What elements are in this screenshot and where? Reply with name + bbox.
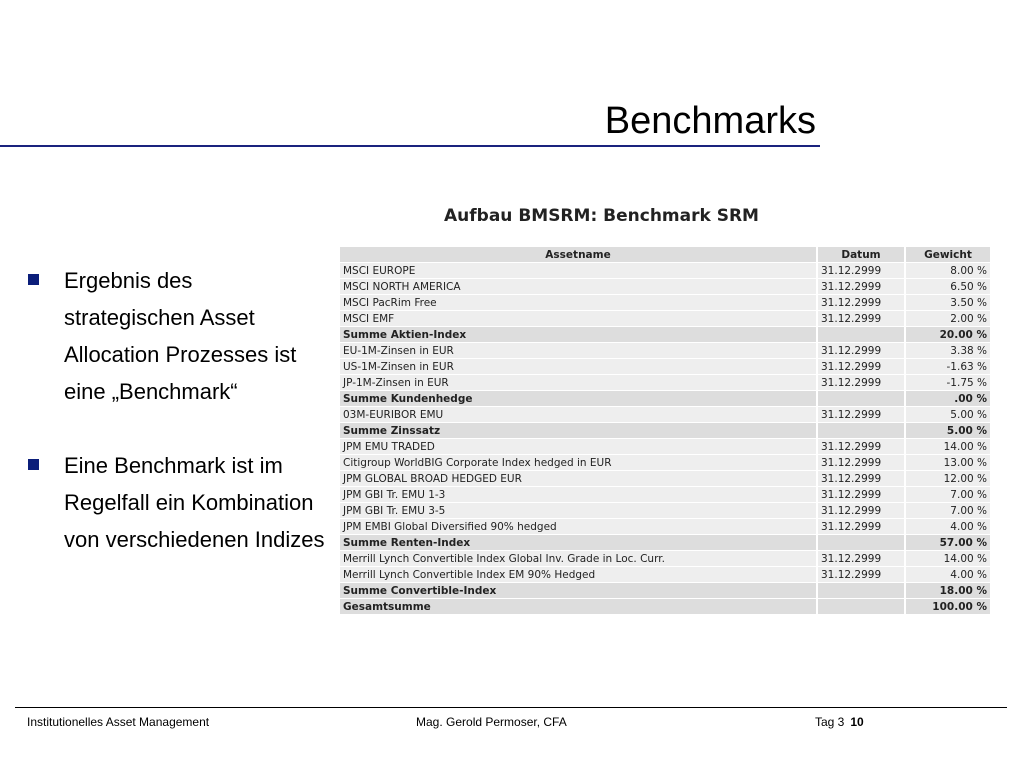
footer-divider [15, 707, 1007, 708]
square-bullet-icon [28, 274, 39, 285]
footer-author: Mag. Gerold Permoser, CFA [416, 715, 567, 729]
table-title: Aufbau BMSRM: Benchmark SRM [444, 206, 759, 226]
table-row [340, 567, 990, 582]
cell-datum: 31.12.2999 [818, 375, 904, 390]
cell-assetname: Summe Kundenhedge [340, 391, 816, 406]
cell-gewicht: .00 % [906, 391, 990, 406]
header-gewicht: Gewicht [906, 247, 990, 262]
table-row [340, 503, 990, 518]
table-row [340, 439, 990, 454]
cell-assetname: JP-1M-Zinsen in EUR [340, 375, 816, 390]
table-row [340, 407, 990, 422]
cell-datum: 31.12.2999 [818, 471, 904, 486]
header-datum: Datum [818, 247, 904, 262]
cell-datum: 31.12.2999 [818, 311, 904, 326]
bullet-item [28, 262, 328, 410]
table-row [340, 487, 990, 502]
table-sum-row [340, 583, 990, 598]
cell-datum: 31.12.2999 [818, 407, 904, 422]
cell-datum [818, 535, 904, 550]
cell-datum: 31.12.2999 [818, 455, 904, 470]
cell-assetname: MSCI NORTH AMERICA [340, 279, 816, 294]
table-row [340, 263, 990, 278]
cell-gewicht: 5.00 % [906, 423, 990, 438]
table-sum-row [340, 599, 990, 614]
page-number: 10 [850, 715, 864, 729]
table-header-row [340, 247, 990, 262]
table-row [340, 279, 990, 294]
table-row [340, 343, 990, 358]
cell-assetname: JPM GBI Tr. EMU 3-5 [340, 503, 816, 518]
cell-datum: 31.12.2999 [818, 295, 904, 310]
footer-course: Institutionelles Asset Management [27, 715, 210, 729]
cell-assetname: Citigroup WorldBIG Corporate Index hedged in EUR [340, 455, 816, 470]
cell-assetname: Summe Zinssatz [340, 423, 816, 438]
footer-day: Tag 3 [815, 715, 845, 729]
cell-datum: 31.12.2999 [818, 343, 904, 358]
cell-gewicht: -1.63 % [906, 359, 990, 374]
cell-gewicht: 12.00 % [906, 471, 990, 486]
cell-assetname: EU-1M-Zinsen in EUR [340, 343, 816, 358]
table-row [340, 455, 990, 470]
cell-datum [818, 583, 904, 598]
cell-datum: 31.12.2999 [818, 439, 904, 454]
cell-datum: 31.12.2999 [818, 359, 904, 374]
cell-assetname: US-1M-Zinsen in EUR [340, 359, 816, 374]
cell-datum: 31.12.2999 [818, 263, 904, 278]
table-sum-row [340, 391, 990, 406]
cell-datum [818, 423, 904, 438]
cell-assetname: Gesamtsumme [340, 599, 816, 614]
cell-datum: 31.12.2999 [818, 487, 904, 502]
cell-datum: 31.12.2999 [818, 503, 904, 518]
bullet-item [28, 447, 328, 558]
table-sum-row [340, 327, 990, 342]
cell-gewicht: -1.75 % [906, 375, 990, 390]
cell-gewicht: 2.00 % [906, 311, 990, 326]
table-row [340, 295, 990, 310]
table-row [340, 375, 990, 390]
slide-title: Benchmarks [604, 100, 816, 142]
cell-gewicht: 3.38 % [906, 343, 990, 358]
cell-assetname: 03M-EURIBOR EMU [340, 407, 816, 422]
cell-assetname: Merrill Lynch Convertible Index EM 90% Hedged [340, 567, 816, 582]
cell-gewicht: 57.00 % [906, 535, 990, 550]
cell-gewicht: 100.00 % [906, 599, 990, 614]
cell-assetname: JPM EMBI Global Diversified 90% hedged [340, 519, 816, 534]
table-row [340, 519, 990, 534]
cell-gewicht: 5.00 % [906, 407, 990, 422]
table-row [340, 471, 990, 486]
cell-gewicht: 14.00 % [906, 551, 990, 566]
cell-datum: 31.12.2999 [818, 551, 904, 566]
cell-assetname: Summe Aktien-Index [340, 327, 816, 342]
cell-assetname: MSCI EMF [340, 311, 816, 326]
cell-assetname: MSCI EUROPE [340, 263, 816, 278]
cell-gewicht: 6.50 % [906, 279, 990, 294]
cell-assetname: JPM EMU TRADED [340, 439, 816, 454]
cell-datum [818, 391, 904, 406]
cell-gewicht: 7.00 % [906, 487, 990, 502]
cell-gewicht: 3.50 % [906, 295, 990, 310]
cell-datum [818, 327, 904, 342]
title-divider [0, 145, 820, 147]
cell-gewicht: 18.00 % [906, 583, 990, 598]
cell-gewicht: 14.00 % [906, 439, 990, 454]
table-row [340, 359, 990, 374]
footer-pageinfo [815, 715, 864, 729]
cell-assetname: MSCI PacRim Free [340, 295, 816, 310]
cell-gewicht: 8.00 % [906, 263, 990, 278]
table-body [340, 263, 990, 614]
cell-datum: 31.12.2999 [818, 519, 904, 534]
cell-datum [818, 599, 904, 614]
cell-gewicht: 13.00 % [906, 455, 990, 470]
cell-assetname: Summe Convertible-Index [340, 583, 816, 598]
cell-assetname: Summe Renten-Index [340, 535, 816, 550]
square-bullet-icon [28, 459, 39, 470]
table-sum-row [340, 423, 990, 438]
table-row [340, 551, 990, 566]
cell-assetname: JPM GLOBAL BROAD HEDGED EUR [340, 471, 816, 486]
cell-datum: 31.12.2999 [818, 279, 904, 294]
cell-datum: 31.12.2999 [818, 567, 904, 582]
header-assetname: Assetname [340, 247, 816, 262]
benchmark-table [338, 246, 992, 615]
bullet-list [28, 262, 328, 595]
cell-assetname: JPM GBI Tr. EMU 1-3 [340, 487, 816, 502]
cell-gewicht: 4.00 % [906, 567, 990, 582]
bullet-text: Ergebnis des strategischen Asset Allocation Prozesses ist eine „Benchmark“ [64, 268, 297, 404]
table-row [340, 311, 990, 326]
cell-assetname: Merrill Lynch Convertible Index Global Inv. Grade in Loc. Curr. [340, 551, 816, 566]
cell-gewicht: 20.00 % [906, 327, 990, 342]
bullet-text: Eine Benchmark ist im Regelfall ein Kombination von verschiedenen Indizes [64, 453, 325, 552]
cell-gewicht: 7.00 % [906, 503, 990, 518]
cell-gewicht: 4.00 % [906, 519, 990, 534]
table-sum-row [340, 535, 990, 550]
